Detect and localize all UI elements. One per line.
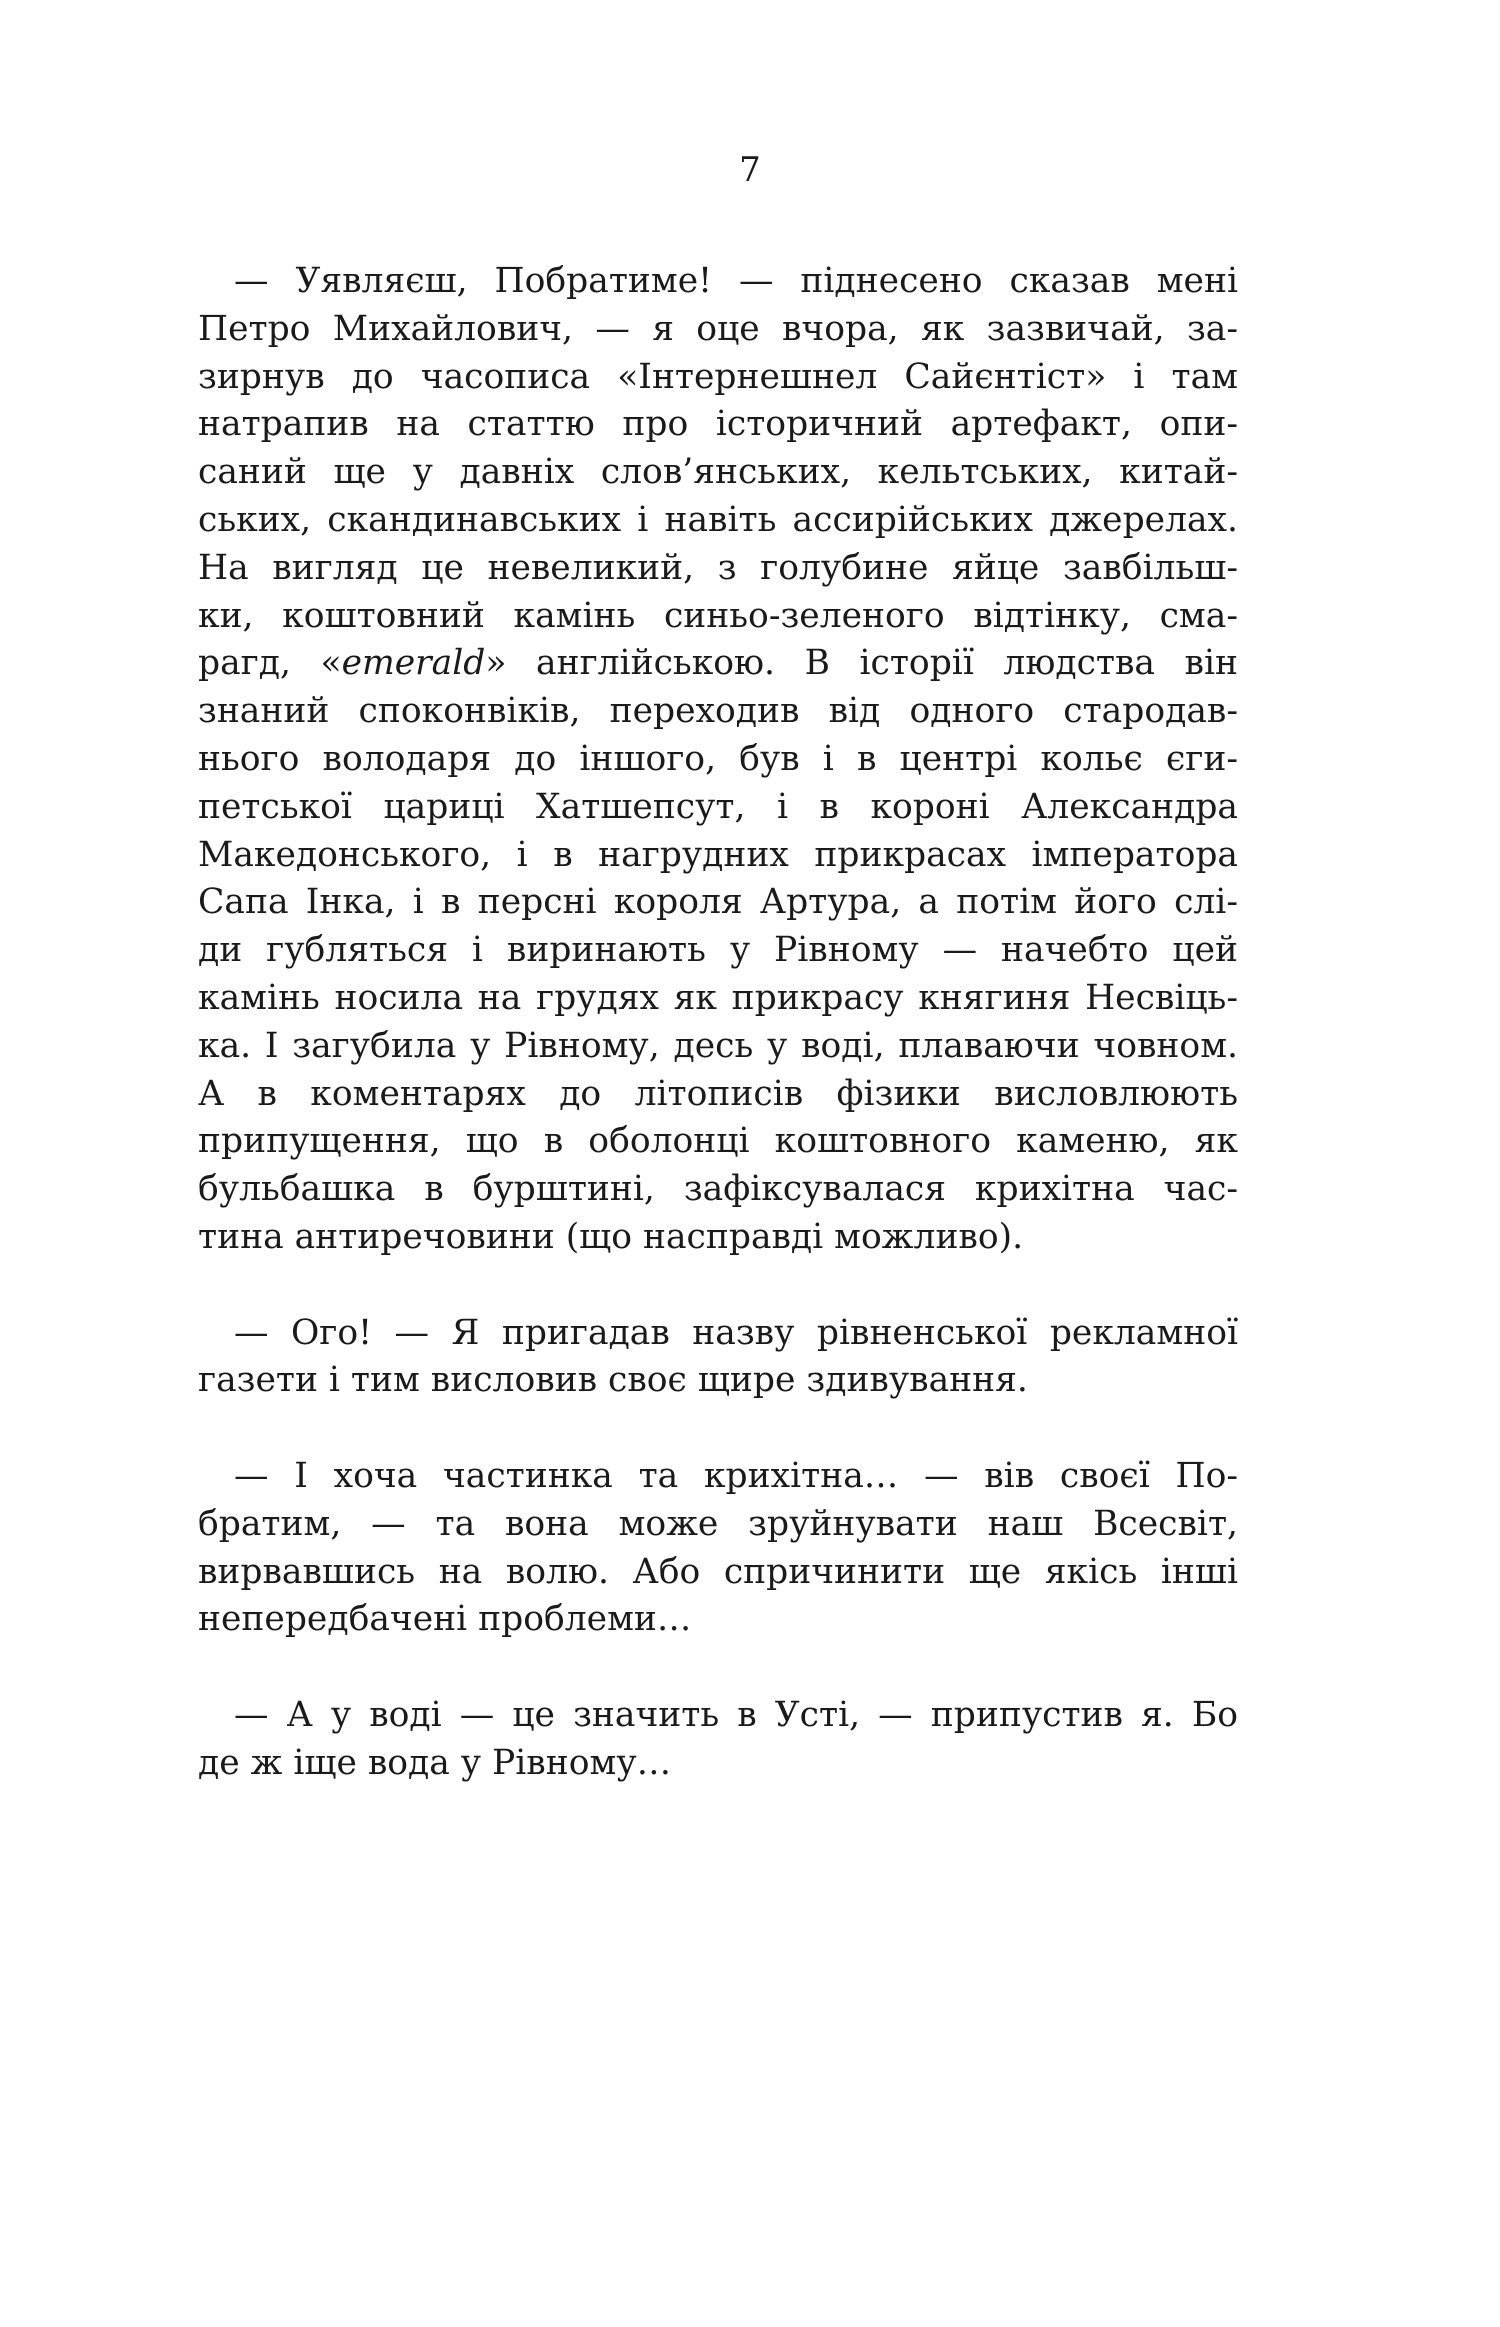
text-line: саний ще у давніх слов’янських, кельтських, китай- xyxy=(198,452,1238,493)
text-line: бульбашка в бурштині, зафіксувалася крихітна час- xyxy=(198,1169,1238,1210)
text-line: — Ого! — Я пригадав назву рівненської рекламної xyxy=(234,1312,1238,1353)
text-line: петської цариці Хатшепсут, і в короні Александра xyxy=(198,786,1238,827)
paragraph-1 xyxy=(198,258,1238,1262)
paragraph-2 xyxy=(198,1310,1238,1406)
text-line: припущення, що в оболонці коштовного каменю, як xyxy=(198,1121,1238,1162)
text-line: де ж іще вода у Рівному… xyxy=(198,1742,672,1783)
text-line: На вигляд це невеликий, з голубине яйце завбільш- xyxy=(198,547,1238,588)
text-line: вирвавшись на волю. Або спричинити ще якісь інші xyxy=(198,1551,1238,1592)
text-line: ських, скандинавських і навіть ассирійських джерелах. xyxy=(198,499,1238,540)
text-fragment: рагд, « xyxy=(198,643,342,684)
text-line: ки, коштовний камінь синьо-зеленого відтінку, сма- xyxy=(198,595,1238,636)
text-line: Петро Михайлович, — я оце вчора, як зазвичай, за- xyxy=(198,308,1238,349)
text-line: зирнув до часописа «Інтернешнел Сайєнтіст» і там xyxy=(198,356,1238,397)
page-text xyxy=(198,258,1238,1835)
page-number: 7 xyxy=(739,150,761,190)
italic-word: emerald xyxy=(341,643,486,684)
text-line: ка. І загубила у Рівному, десь у воді, плаваючи човном. xyxy=(198,1025,1238,1066)
text-line: знаний споконвіків, переходив від одного стародав- xyxy=(198,691,1238,732)
text-line: Сапа Інка, і в персні короля Артура, а потім його слі- xyxy=(198,882,1238,923)
text-line: — Уявляєш, Побратиме! — піднесено сказав мені xyxy=(234,261,1238,301)
text-line: нього володаря до іншого, був і в центрі кольє єги- xyxy=(198,738,1238,779)
text-line: А в коментарях до літописів фізики висловлюють xyxy=(198,1073,1238,1114)
text-line: — А у воді — це значить в Усті, — припустив я. Бо xyxy=(234,1694,1238,1735)
paragraph-4 xyxy=(198,1692,1238,1788)
text-line: братим, — та вона може зруйнувати наш Всесвіт, xyxy=(198,1503,1238,1544)
text-line-with-italic xyxy=(198,640,1238,688)
text-line: камінь носила на грудях як прикрасу княгиня Несвіць- xyxy=(198,977,1238,1018)
text-line: тина антиречовини (що насправді можливо). xyxy=(198,1216,1024,1257)
text-fragment: » англійською. В історії людства він xyxy=(485,643,1239,684)
text-line: непередбачені проблеми… xyxy=(198,1599,692,1640)
text-line: газети і тим висловив своє щире здивування. xyxy=(198,1360,1028,1401)
text-line: Македонського, і в нагрудних прикрасах імператора xyxy=(198,834,1238,875)
text-line: натрапив на статтю про історичний артефакт, опи- xyxy=(198,404,1238,445)
text-line: ди губляться і виринають у Рівному — начебто цей xyxy=(198,930,1238,971)
text-line: — І хоча частинка та крихітна… — вів своєї По- xyxy=(234,1455,1238,1496)
paragraph-3 xyxy=(198,1453,1238,1644)
